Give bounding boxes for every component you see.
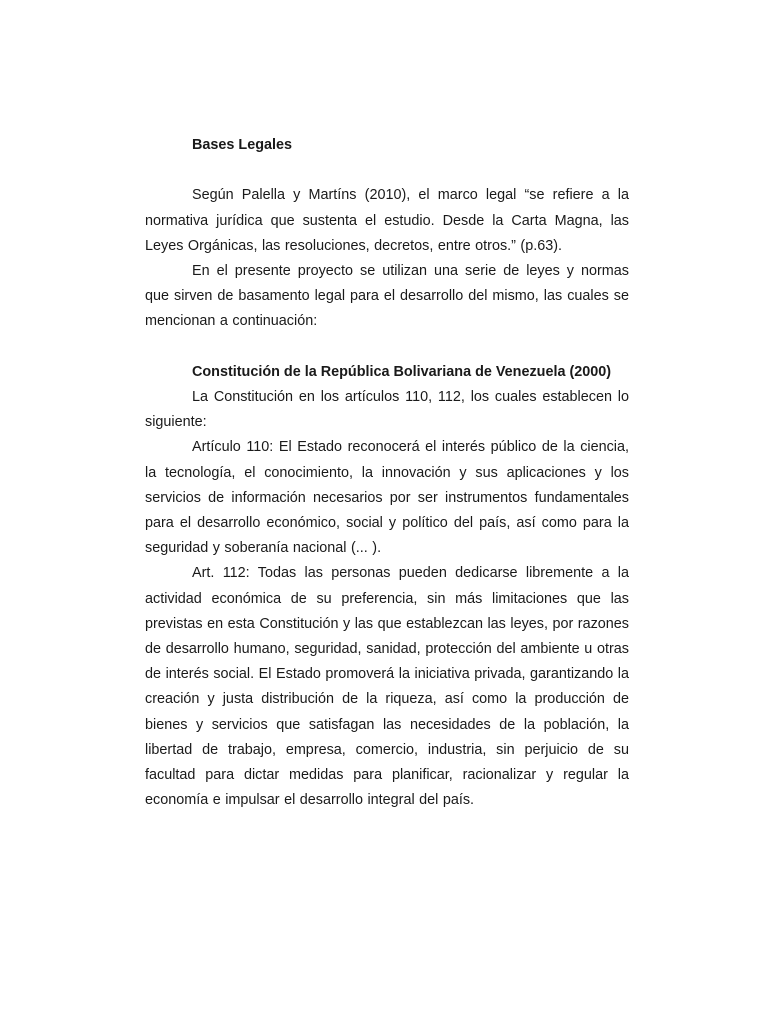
paragraph-proyecto: En el presente proyecto se utilizan una serie de leyes y normas que sirven de basamento legal para el desarrollo del mismo, las cuales se mencionan a continuación: bbox=[145, 263, 629, 330]
paragraph-marco-legal: Según Palella y Martíns (2010), el marco legal “se refiere a la normativa jurídica que sustenta el estudio. Desde la Carta Magna, las Leyes Orgánicas, las resoluciones, decretos, entre otros.” (p.63). bbox=[145, 187, 629, 254]
document-body bbox=[145, 133, 629, 813]
paragraph-articulo-112: Art. 112: Todas las personas pueden dedicarse libremente a la actividad económica de su preferencia, sin más limitaciones que las previstas en esta Constitución y las que establezcan las leyes, por razones de desarrollo humano, seguridad, sanidad, protección del ambiente u otras de interés social. El Estado promoverá la iniciativa privada, garantizando la creación y justa distribución de la riqueza, así como la producción de bienes y servicios que satisfagan las necesidades de la población, la libertad de trabajo, empresa, comercio, industria, sin perjuicio de su facultad para dictar medidas para planificar, racionalizar y regular la economía e impulsar el desarrollo integral del país. bbox=[145, 565, 629, 809]
paragraph-articulo-110: Artículo 110: El Estado reconocerá el interés público de la ciencia, la tecnología, el conocimiento, la innovación y sus aplicaciones y los servicios de información necesarios por ser instrumentos fundamentales para el desarrollo económico, social y político del país, así como para la seguridad y soberanía nacional (... ). bbox=[145, 439, 629, 557]
paragraph-articulos-intro: La Constitución en los artículos 110, 112, los cuales establecen lo siguiente: bbox=[145, 389, 629, 431]
section-heading-constitucion: Constitución de la República Bolivariana de Venezuela (2000) bbox=[192, 363, 612, 380]
blank-line bbox=[145, 335, 629, 360]
section-heading-bases-legales: Bases Legales bbox=[192, 137, 292, 153]
blank-line bbox=[145, 158, 629, 183]
